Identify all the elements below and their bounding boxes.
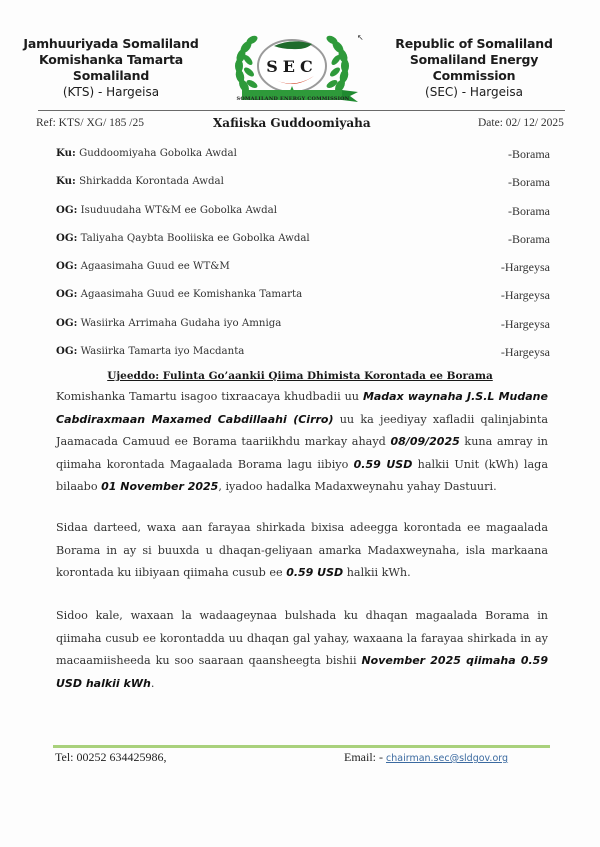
footer-divider — [53, 745, 550, 748]
email-link[interactable]: chairman.sec@sldgov.org — [386, 753, 509, 764]
letter-date: Date: 02/ 12/ 2025 — [478, 117, 564, 129]
paragraph-text: kuna amray in qiimaha korontada Magaalada Borama lagu iibiyo — [56, 435, 548, 471]
recipient-location: -Hargeysa — [500, 288, 550, 303]
paragraph-text: Sidaa darteed, waxa aan farayaa shirkada bixisa adeegga korontada ee magaalada Borama in ay si buuxda u dhaqan-geliyaan amarka Madaxweynaha, isla markaana korontada ku iibiyaan qiimaha cusub ee — [56, 521, 548, 579]
reference-number: Ref: KTS/ XG/ 185 /25 — [36, 117, 144, 129]
body-paragraph-3 — [56, 605, 548, 695]
footer-telephone: Tel: 00252 634425986, — [55, 750, 167, 764]
header-left-line1: Jamhuuriyada Somaliland — [23, 36, 199, 51]
emphasis-president-name: Madax waynaha J.S.L Mudane Cabdiraxmaan Maxamed Cabdillaahi (Cirro) — [56, 390, 548, 426]
header-left-line2: Komishanka Tamarta — [39, 52, 183, 67]
recipient-location: -Hargeysa — [500, 345, 550, 360]
footer-email — [344, 750, 508, 765]
recipient-name: Guddoomiyaha Gobolka Awdal — [79, 148, 237, 159]
recipient-item — [56, 232, 550, 260]
recipient-location: -Borama — [508, 175, 550, 190]
header-left-line4: (KTS) - Hargeisa — [62, 85, 160, 99]
cursor-arrow-icon: ↖ — [357, 33, 364, 42]
recipient-location: -Hargeysa — [500, 260, 550, 275]
recipient-item — [56, 260, 550, 288]
recipient-tag: OG: — [56, 260, 78, 273]
recipient-item — [56, 204, 550, 232]
header-right-english — [374, 36, 574, 100]
recipient-tag: Ku: — [56, 147, 76, 159]
laurel-left-icon — [234, 34, 259, 94]
recipient-name: Agaasimaha Guud ee WT&M — [80, 261, 230, 273]
recipient-name: Wasiirka Arrimaha Gudaha iyo Amniga — [80, 317, 282, 329]
emphasis-price: 0.59 USD — [353, 457, 413, 471]
header-right-line1: Republic of Somaliland — [395, 36, 553, 51]
paragraph-text: uu ka jeediyay xafladii qalinjabinta Jaamacada Camuud ee Borama taariikhdu markay ahayd — [56, 412, 548, 448]
logo-caption: SOMALILAND ENERGY COMMISSION — [236, 96, 350, 102]
letter-subject: Ujeeddo: Fulinta Go’aankii Qiima Dhimista Korontada ee Borama — [107, 370, 493, 382]
recipient-list — [56, 147, 550, 373]
paragraph-text: Komishanka Tamartu isagoo tixraacaya khudbadii uu — [56, 390, 363, 403]
recipient-location: -Hargeysa — [500, 316, 550, 331]
laurel-right-icon — [325, 34, 350, 94]
recipient-item — [56, 175, 550, 203]
paragraph-text: , iyadoo hadalka Madaxweynahu yahay Dastuuri. — [218, 480, 497, 493]
recipient-name: Wasiirka Tamarta iyo Macdanta — [80, 346, 245, 358]
header-left-somali — [11, 36, 211, 100]
sec-logo — [222, 30, 362, 106]
header-divider — [38, 110, 565, 111]
footer-email-label: Email: - — [344, 750, 386, 764]
recipient-name: Shirkadda Korontada Awdal — [79, 176, 224, 188]
recipient-tag: OG: — [56, 345, 78, 358]
header-right-line2: Somaliland Energy — [409, 52, 539, 67]
recipient-tag: OG: — [56, 316, 78, 329]
recipient-name: Taliyaha Qaybta Booliiska ee Gobolka Awdal — [80, 232, 310, 244]
header-right-line3: Commission — [432, 68, 516, 83]
recipient-item — [56, 317, 550, 345]
recipient-name: Agaasimaha Guud ee Komishanka Tamarta — [80, 289, 303, 301]
recipient-location: -Borama — [508, 147, 550, 161]
body-paragraph-1 — [56, 386, 548, 499]
office-title: Xafiiska Guddoomiyaha — [213, 116, 371, 130]
recipient-tag: Ku: — [56, 175, 76, 188]
header-left-line3: Somaliland — [72, 68, 150, 83]
emphasis-price: 0.59 USD — [286, 566, 344, 579]
paragraph-text: halkii Unit (kWh) laga bilaabo — [56, 457, 548, 493]
recipient-tag: OG: — [56, 203, 78, 216]
emphasis-start-date: 01 November 2025 — [101, 480, 219, 493]
emphasis-billing: November 2025 qiimaha 0.59 USD halkii kWh — [56, 654, 548, 690]
paragraph-text: . — [150, 676, 155, 690]
emphasis-date: 08/09/2025 — [390, 435, 460, 448]
paragraph-text: Sidoo kale, waxaan la wadaageynaa bulshada ku dhaqan magaalada Borama in qiimaha cusub ee korontadda uu dhaqan gal yahay, waxaana la farayaa shirkada in ay macaamiisheeda ku soo saaraan qaansheegta bishii — [56, 609, 548, 667]
recipient-item — [56, 288, 550, 316]
recipient-location: -Borama — [508, 203, 550, 218]
letter-meta — [0, 117, 600, 135]
body-paragraph-2 — [56, 517, 548, 585]
recipient-location: -Borama — [508, 231, 550, 246]
paragraph-text: halkii kWh. — [343, 566, 411, 579]
recipient-item — [56, 147, 550, 175]
logo-text: SEC — [266, 57, 318, 76]
recipient-tag: OG: — [56, 288, 78, 301]
header-right-line4: (SEC) - Hargeisa — [425, 85, 523, 99]
recipient-tag: OG: — [56, 231, 78, 244]
recipient-name: Isuduudaha WT&M ee Gobolka Awdal — [80, 204, 277, 216]
